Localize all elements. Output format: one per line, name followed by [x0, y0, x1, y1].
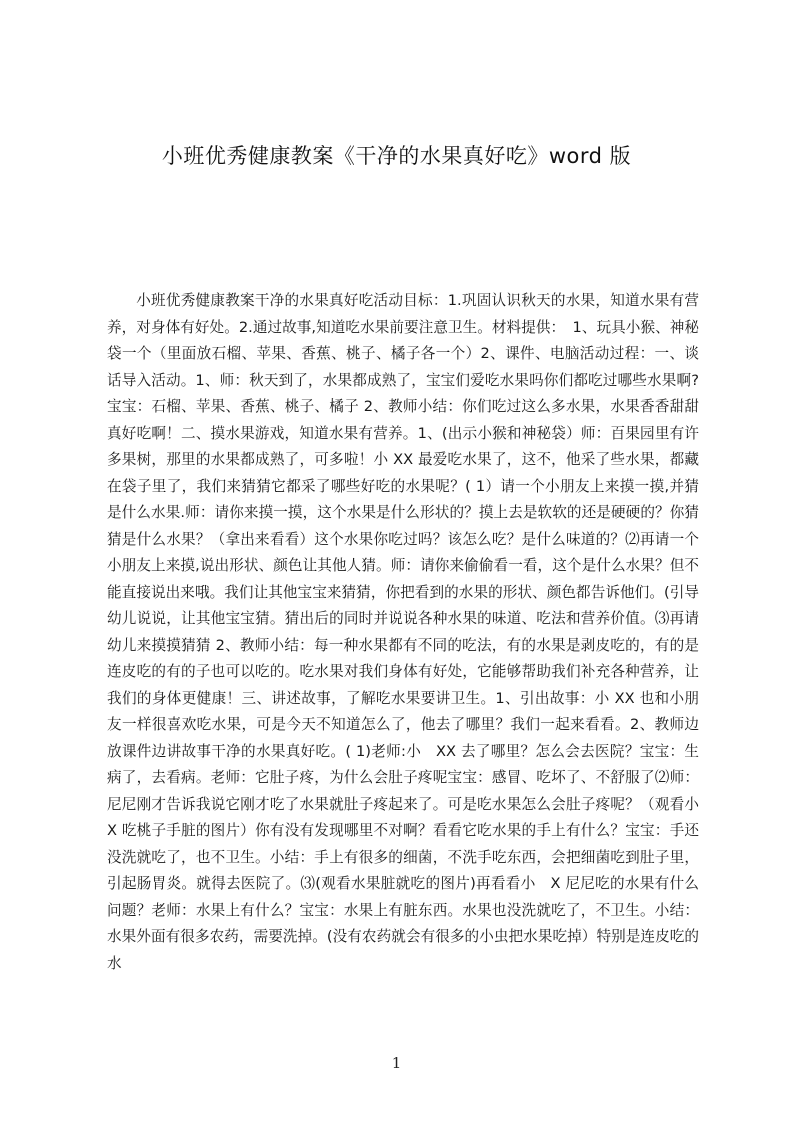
document-title: 小班优秀健康教案《干净的水果真好吃》word 版 [161, 144, 632, 168]
page-number: 1 [391, 1054, 402, 1072]
document-body-paragraph: 小班优秀健康教案干净的水果真好吃活动目标：1.巩固认识秋天的水果，知道水果有营养，对身体有好处。2.通过故事,知道吃水果前要注意卫生。材料提供： 1、玩具小猴、神秘袋一个（里面放石榴、苹果、香蕉、桃子、橘子各一个）2、课件、电脑活动过程：一、谈话导入活动。1、师：秋天到了，水果都成熟了，宝宝们爱吃水果吗你们都吃过哪些水果啊?宝宝：石榴、苹果、香蕉、桃子、橘子 2、教师小结：你们吃过这么多水果，水果香香甜甜真好吃啊！二、摸水果游戏，知道水果有营养。1、(出示小猴和神秘袋）师：百果园里有许多果树，那里的水果都成熟了，可多啦！小 XX 最爱吃水果了，这不，他采了些水果，都藏在袋子里了，我们来猜猜它都采了哪些好吃的水果呢？( 1）请一个小朋友上来摸一摸,并猜是什么水果.师：请你来摸一摸，这个水果是什么形状的？摸上去是软软的还是硬硬的？你猜猜是什么水果？（拿出来看看）这个水果你吃过吗？该怎么吃？是什么味道的？⑵再请一个小朋友上来摸,说出形状、颜色让其他人猜。师：请你来偷偷看一看，这个是什么水果？但不能直接说出来哦。我们让其他宝宝来猜猜，你把看到的水果的形状、颜色都告诉他们。(引导幼儿说说，让其他宝宝猜。猜出后的同时并说说各种水果的味道、吃法和营养价值。⑶再请幼儿来摸摸猜猜 2、教师小结：每一种水果都有不同的吃法，有的水果是剥皮吃的，有的是连皮吃的有的子也可以吃的。吃水果对我们身体有好处，它能够帮助我们补充各种营养，让我们的身体更健康！三、讲述故事，了解吃水果要讲卫生。1、引出故事：小 XX 也和小朋友一样很喜欢吃水果，可是今天不知道怎么了，他去了哪里？我们一起来看看。2、教师边放课件边讲故事干净的水果真好吃。( 1)老师:小 XX 去了哪里？怎么会去医院？宝宝：生病了，去看病。老师：它肚子疼，为什么会肚子疼呢宝宝：感冒、吃坏了、不舒服了⑵师：尼尼刚才告诉我说它刚才吃了水果就肚子疼起来了。可是吃水果怎么会肚子疼呢？（观看小 X 吃桃子手脏的图片）你有没有发现哪里不对啊？看看它吃水果的手上有什么？宝宝：手还没洗就吃了，也不卫生。小结：手上有很多的细菌，不洗手吃东西，会把细菌吃到肚子里，引起肠胃炎。就得去医院了。⑶(观看水果脏就吃的图片)再看看小 X 尼尼吃的水果有什么问题？老师：水果上有什么？宝宝：水果上有脏东西。水果也没洗就吃了，不卫生。小结：水果外面有很多农药，需要洗掉。(没有农药就会有很多的小虫把水果吃掉）特别是连皮吃的水 [107, 292, 699, 972]
